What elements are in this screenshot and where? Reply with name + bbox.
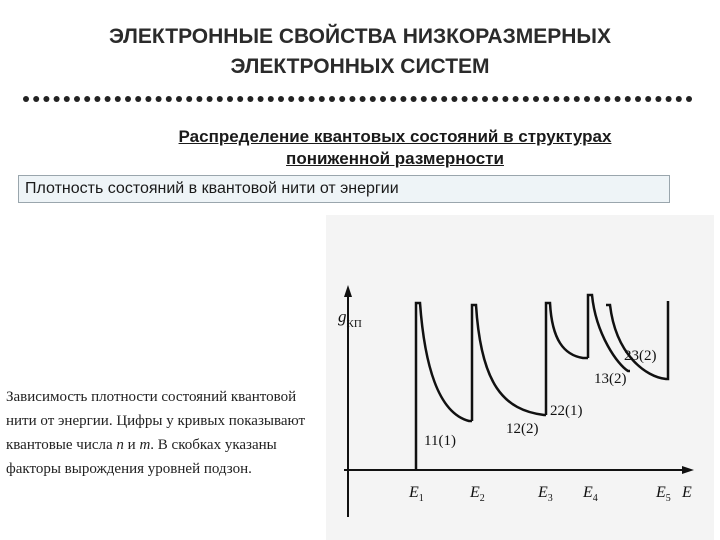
divider-dot bbox=[574, 96, 580, 102]
section-heading-line-2: пониженной размерности bbox=[286, 149, 504, 168]
curve-label-11: 11(1) bbox=[424, 433, 456, 449]
divider-dot bbox=[156, 96, 162, 102]
divider-dot bbox=[227, 96, 233, 102]
divider-dot bbox=[186, 96, 192, 102]
divider-dot bbox=[482, 96, 488, 102]
divider-dot bbox=[543, 96, 549, 102]
x-axis-arrow bbox=[682, 466, 694, 474]
divider-dot bbox=[625, 96, 631, 102]
title-line-1: ЭЛЕКТРОННЫЕ СВОЙСТВА НИЗКОРАЗМЕРНЫХ bbox=[109, 25, 611, 48]
divider-dot bbox=[278, 96, 284, 102]
tick-label-e3: $E_3$ bbox=[538, 484, 553, 504]
divider-dot bbox=[462, 96, 468, 102]
dos-branch-23 bbox=[606, 301, 668, 379]
divider-dot bbox=[94, 96, 100, 102]
divider-dot bbox=[635, 96, 641, 102]
caption-text-2: и bbox=[123, 437, 140, 453]
divider-dot bbox=[23, 96, 29, 102]
y-axis-label: $g_{КП}$ bbox=[338, 307, 362, 330]
figure-caption bbox=[6, 385, 324, 481]
divider-dot bbox=[370, 96, 376, 102]
divider-dot bbox=[676, 96, 682, 102]
y-axis-arrow bbox=[344, 285, 352, 297]
divider-dot bbox=[604, 96, 610, 102]
page-title bbox=[20, 22, 700, 82]
divider-dot bbox=[196, 96, 202, 102]
divider-dot bbox=[217, 96, 223, 102]
divider-dot bbox=[268, 96, 274, 102]
divider-dot bbox=[492, 96, 498, 102]
divider-dot bbox=[431, 96, 437, 102]
divider-dot bbox=[64, 96, 70, 102]
divider-dot bbox=[655, 96, 661, 102]
dos-branch-12 bbox=[472, 305, 546, 421]
divider-dot bbox=[247, 96, 253, 102]
info-box-text: Плотность состояний в квантовой нити от энергии bbox=[25, 180, 399, 197]
section-heading bbox=[130, 126, 660, 170]
y-axis-label-sub: КП bbox=[346, 318, 362, 330]
caption-text-1: Зависимость плотности состояний квантовой нити от энергии. Цифры у кривых показывают квантовые числа bbox=[6, 389, 306, 453]
divider-dot bbox=[400, 96, 406, 102]
divider-dot bbox=[380, 96, 386, 102]
caption-text-3: . В скобках указаны факторы вырождения уровней подзон. bbox=[6, 437, 277, 477]
divider-dot bbox=[298, 96, 304, 102]
divider-dot bbox=[472, 96, 478, 102]
tick-label-e1: $E_1$ bbox=[409, 484, 424, 504]
divider-dot bbox=[84, 96, 90, 102]
curve-label-23: 23(2) bbox=[624, 348, 657, 364]
divider-dot bbox=[451, 96, 457, 102]
title-line-2: ЭЛЕКТРОННЫХ СИСТЕМ bbox=[230, 55, 490, 78]
divider-dot bbox=[135, 96, 141, 102]
divider-dot bbox=[145, 96, 151, 102]
divider-dot bbox=[105, 96, 111, 102]
divider-dot bbox=[594, 96, 600, 102]
divider-dot bbox=[553, 96, 559, 102]
tick-label-e5: $E_5$ bbox=[656, 484, 671, 504]
divider-dot bbox=[390, 96, 396, 102]
divider-dot bbox=[288, 96, 294, 102]
info-box bbox=[18, 175, 670, 203]
x-axis-label: E bbox=[682, 484, 692, 501]
divider-dot bbox=[319, 96, 325, 102]
divider-dot bbox=[584, 96, 590, 102]
divider-dot bbox=[115, 96, 121, 102]
curve-label-12: 12(2) bbox=[506, 421, 539, 437]
divider-dot bbox=[411, 96, 417, 102]
divider-dot bbox=[615, 96, 621, 102]
tick-label-e4: $E_4$ bbox=[583, 484, 598, 504]
divider-dot bbox=[329, 96, 335, 102]
divider-dot bbox=[166, 96, 172, 102]
divider-dot bbox=[523, 96, 529, 102]
divider-dot bbox=[645, 96, 651, 102]
divider-dot bbox=[513, 96, 519, 102]
divider-dot bbox=[339, 96, 345, 102]
curve-label-22: 22(1) bbox=[550, 403, 583, 419]
divider-dot bbox=[666, 96, 672, 102]
tick-label-e2: $E_2$ bbox=[470, 484, 485, 504]
divider-dot bbox=[43, 96, 49, 102]
divider-dot bbox=[125, 96, 131, 102]
dotted-divider bbox=[22, 93, 698, 105]
divider-dot bbox=[686, 96, 692, 102]
divider-dot bbox=[502, 96, 508, 102]
divider-dot bbox=[421, 96, 427, 102]
divider-dot bbox=[349, 96, 355, 102]
divider-dot bbox=[74, 96, 80, 102]
divider-dot bbox=[33, 96, 39, 102]
curve-label-13: 13(2) bbox=[594, 371, 627, 387]
divider-dot bbox=[441, 96, 447, 102]
divider-dot bbox=[533, 96, 539, 102]
divider-dot bbox=[207, 96, 213, 102]
section-heading-line-1: Распределение квантовых состояний в структурах bbox=[178, 127, 612, 146]
caption-symbol-m: m bbox=[139, 437, 151, 453]
dos-branch-22 bbox=[546, 303, 588, 415]
divider-dot bbox=[360, 96, 366, 102]
divider-dot bbox=[54, 96, 60, 102]
density-of-states-plot bbox=[326, 215, 714, 540]
divider-dot bbox=[564, 96, 570, 102]
density-of-states-figure bbox=[326, 215, 714, 540]
divider-dot bbox=[309, 96, 315, 102]
divider-dot bbox=[258, 96, 264, 102]
divider-dot bbox=[176, 96, 182, 102]
divider-dot bbox=[237, 96, 243, 102]
caption-symbol-n: n bbox=[116, 437, 124, 453]
